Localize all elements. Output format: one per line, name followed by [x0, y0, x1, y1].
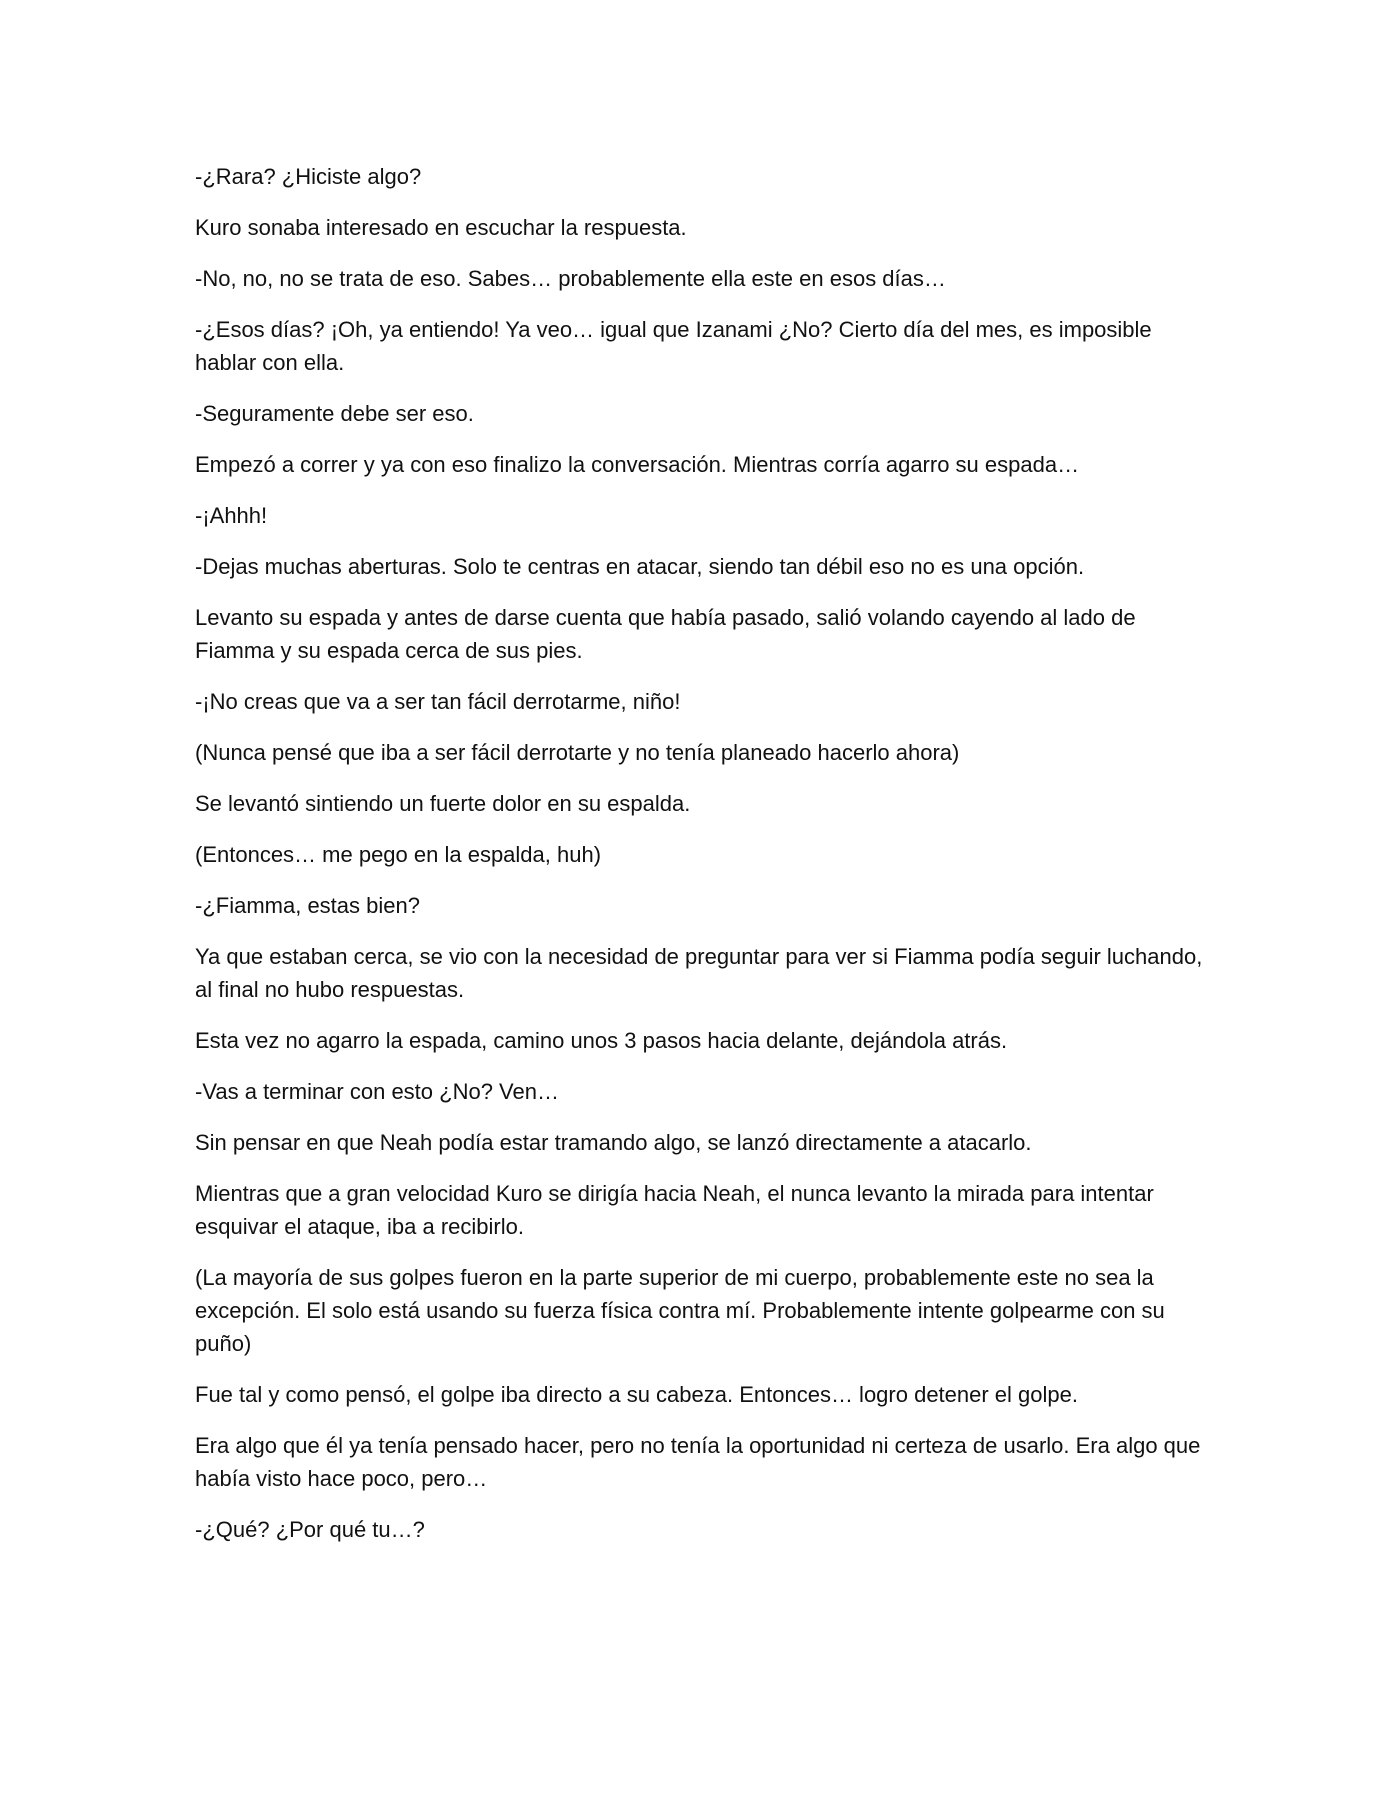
paragraph: (Nunca pensé que iba a ser fácil derrotarte y no tenía planeado hacerlo ahora) [195, 740, 960, 765]
paragraph: -No, no, no se trata de eso. Sabes… probablemente ella este en esos días… [195, 266, 946, 291]
paragraph: (Entonces… me pego en la espalda, huh) [195, 842, 602, 867]
paragraph: -¿Rara? ¿Hiciste algo? [195, 164, 422, 189]
paragraph: Empezó a correr y ya con eso finalizo la conversación. Mientras corría agarro su espada… [195, 452, 1080, 477]
paragraph: -Dejas muchas aberturas. Solo te centras en atacar, siendo tan débil eso no es una opción. [195, 554, 1085, 579]
paragraph: Sin pensar en que Neah podía estar tramando algo, se lanzó directamente a atacarlo. [195, 1130, 1032, 1155]
paragraph: -¡Ahhh! [195, 503, 268, 528]
paragraph: Esta vez no agarro la espada, camino unos 3 pasos hacia delante, dejándola atrás. [195, 1028, 1008, 1053]
paragraph: Mientras que a gran velocidad Kuro se dirigía hacia Neah, el nunca levanto la mirada para intentar esquivar el ataque, iba a recibirlo. [195, 1181, 1154, 1239]
paragraph: Fue tal y como pensó, el golpe iba directo a su cabeza. Entonces… logro detener el golpe. [195, 1382, 1078, 1407]
paragraph: -¿Esos días? ¡Oh, ya entiendo! Ya veo… igual que Izanami ¿No? Cierto día del mes, es imposible hablar con ella. [195, 317, 1152, 375]
paragraph: Se levantó sintiendo un fuerte dolor en su espalda. [195, 791, 691, 816]
paragraph: Levanto su espada y antes de darse cuenta que había pasado, salió volando cayendo al lado de Fiamma y su espada cerca de sus pies. [195, 605, 1136, 663]
paragraph: (La mayoría de sus golpes fueron en la parte superior de mi cuerpo, probablemente este no sea la excepción. El solo está usando su fuerza física contra mí. Probablemente intente golpearme con su puño) [195, 1265, 1165, 1356]
paragraph: -¿Fiamma, estas bien? [195, 893, 420, 918]
paragraph: Ya que estaban cerca, se vio con la necesidad de preguntar para ver si Fiamma podía seguir luchando, al final no hubo respuestas. [195, 944, 1203, 1002]
paragraph: Era algo que él ya tenía pensado hacer, pero no tenía la oportunidad ni certeza de usarlo. Era algo que había visto hace poco, pero… [195, 1433, 1201, 1491]
paragraph: -¡No creas que va a ser tan fácil derrotarme, niño! [195, 689, 681, 714]
paragraph: Kuro sonaba interesado en escuchar la respuesta. [195, 215, 687, 240]
paragraph: -Seguramente debe ser eso. [195, 401, 474, 426]
paragraph: -¿Qué? ¿Por qué tu…? [195, 1517, 425, 1542]
document-body [195, 160, 1215, 1564]
paragraph: -Vas a terminar con esto ¿No? Ven… [195, 1079, 559, 1104]
